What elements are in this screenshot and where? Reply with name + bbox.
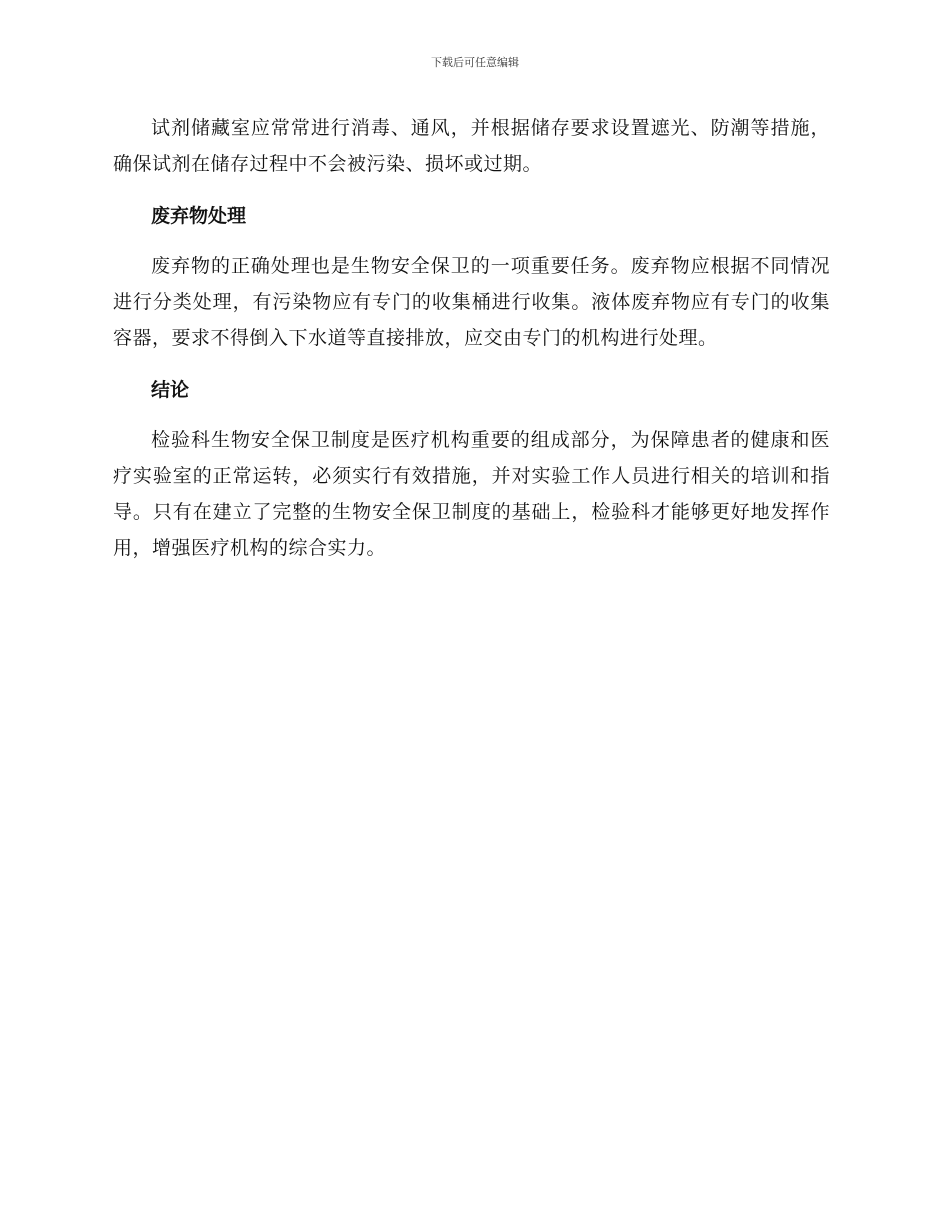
waste-heading: 废弃物处理 bbox=[151, 205, 247, 227]
conclusion-paragraph: 检验科生物安全保卫制度是医疗机构重要的组成部分，为保障患者的健康和医疗实验室的正常运转，必须实行有效措施，并对实验工作人员进行相关的培训和指导。只有在建立了完整的生物安全保卫制度的基础上，检验科才能够更好地发挥作用，增强医疗机构的综合实力。 bbox=[113, 429, 830, 559]
intro-paragraph: 试剂储藏室应常常进行消毒、通风，并根据储存要求设置遮光、防潮等措施，确保试剂在储存过程中不会被污染、损坏或过期。 bbox=[113, 117, 830, 175]
document-body bbox=[113, 110, 830, 566]
waste-paragraph: 废弃物的正确处理也是生物安全保卫的一项重要任务。废弃物应根据不同情况进行分类处理，有污染物应有专门的收集桶进行收集。液体废弃物应有专门的收集容器，要求不得倒入下水道等直接排放，应交由专门的机构进行处理。 bbox=[113, 255, 830, 349]
conclusion-heading: 结论 bbox=[151, 379, 190, 401]
page-header: 下载后可任意编辑 bbox=[431, 56, 519, 69]
